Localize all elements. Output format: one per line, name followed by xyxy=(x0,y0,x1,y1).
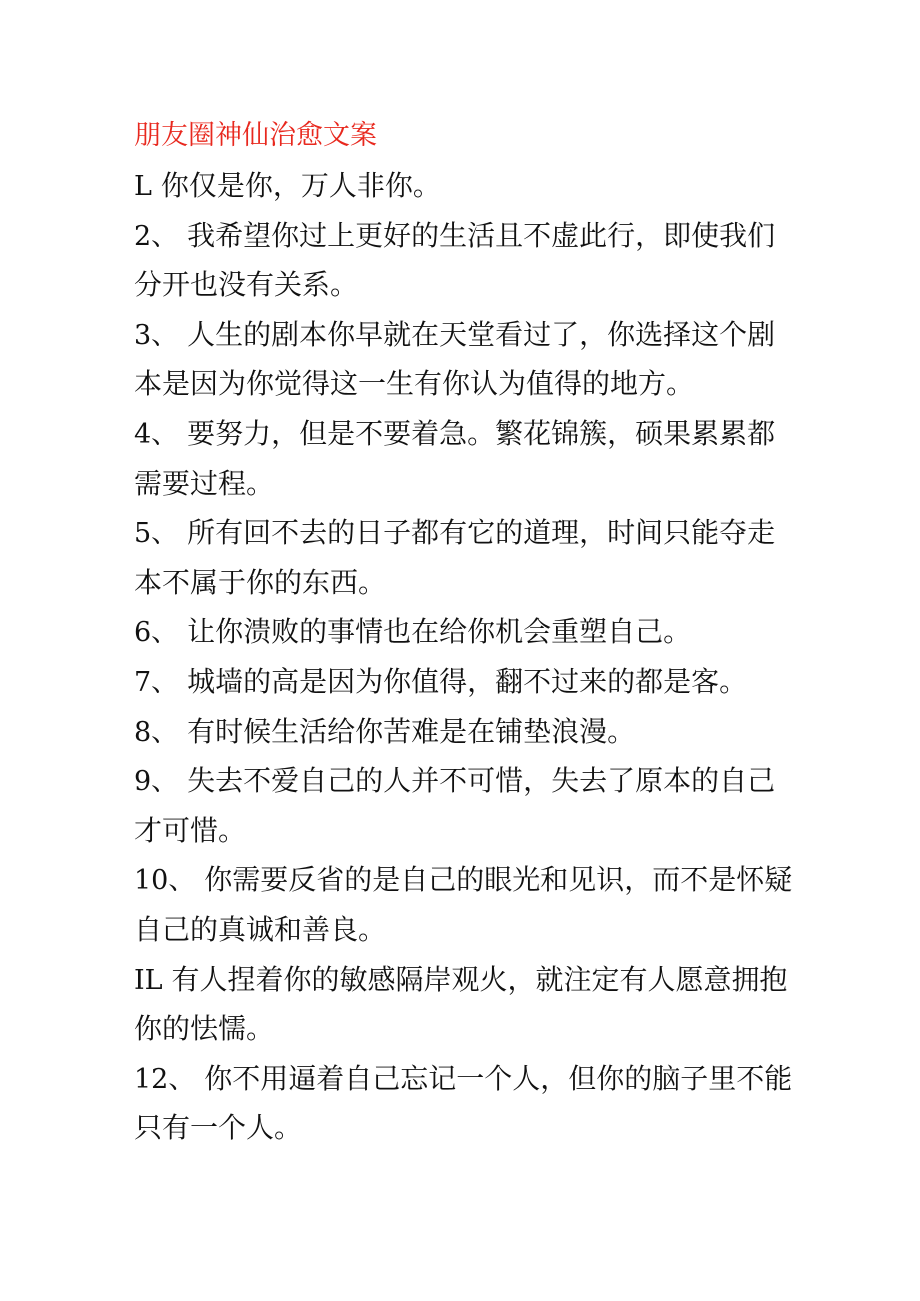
item-number: L xyxy=(134,171,152,202)
caption-item xyxy=(134,662,747,703)
item-number: 10、 xyxy=(134,865,196,897)
caption-item xyxy=(134,513,775,554)
item-text: 让你溃败的事情也在给你机会重塑自己。 xyxy=(187,615,692,649)
item-text: 需要过程。 xyxy=(134,466,275,500)
item-text: 所有回不去的日子都有它的道理，时间只能夺走 xyxy=(187,516,776,550)
item-text: 你的怯懦。 xyxy=(134,1012,275,1046)
item-number: 7、 xyxy=(134,667,179,698)
item-text: 只有一个人。 xyxy=(134,1111,303,1145)
item-number: 8、 xyxy=(134,716,179,748)
item-text: 人生的剧本你早就在天堂看过了，你选择这个剧 xyxy=(187,317,776,351)
item-number: IL xyxy=(134,964,163,996)
caption-item xyxy=(134,960,788,1001)
item-text: 城墙的高是因为你值得，翻不过来的都是客。 xyxy=(187,665,748,698)
item-number: 5、 xyxy=(134,518,179,550)
caption-item xyxy=(134,166,441,207)
item-number: 9、 xyxy=(134,766,179,798)
caption-item-continuation xyxy=(134,811,246,851)
item-number: 2、 xyxy=(134,220,179,252)
item-number: 6、 xyxy=(134,617,179,649)
item-number: 12、 xyxy=(134,1063,196,1095)
item-text: 要努力，但是不要着急。繁花锦簇，硕果累累都 xyxy=(187,417,776,450)
caption-item-continuation xyxy=(134,563,386,603)
caption-item xyxy=(134,612,691,653)
item-number: 3、 xyxy=(134,319,179,351)
item-text: 有时候生活给你苦难是在铺垫浪漫。 xyxy=(187,714,636,748)
item-text: 我希望你过上更好的生活且不虚此行，即使我们 xyxy=(187,218,776,252)
caption-item xyxy=(134,761,775,802)
item-text: 失去不爱自己的人并不可惜，失去了原本的自己 xyxy=(187,764,776,798)
caption-item xyxy=(134,1059,792,1100)
item-text: 才可惜。 xyxy=(134,813,247,847)
item-text: 你不用逼着自己忘记一个人，但你的脑子里不能 xyxy=(204,1061,793,1095)
item-number: 4、 xyxy=(134,419,179,450)
caption-item xyxy=(134,860,792,901)
item-text: 你需要反省的是自己的眼光和见识，而不是怀疑 xyxy=(204,863,793,897)
caption-item-continuation xyxy=(134,265,358,305)
item-text: 本是因为你觉得这一生有你认为值得的地方。 xyxy=(134,367,695,401)
item-text: 自己的真诚和善良。 xyxy=(134,913,387,946)
caption-item-continuation xyxy=(134,364,694,404)
caption-item xyxy=(134,712,635,753)
item-text: 有人捏着你的敏感隔岸观火，就注定有人愿意拥抱 xyxy=(171,962,788,996)
caption-item-continuation xyxy=(134,1009,274,1049)
item-text: 你仅是你，万人非你。 xyxy=(160,169,441,202)
caption-item-continuation xyxy=(134,910,386,950)
item-text: 分开也没有关系。 xyxy=(134,268,359,302)
item-text: 本不属于你的东西。 xyxy=(134,565,387,599)
caption-item-continuation xyxy=(134,464,274,504)
caption-item-continuation xyxy=(134,1108,302,1148)
caption-item xyxy=(134,216,775,257)
caption-item xyxy=(134,315,775,356)
caption-item xyxy=(134,414,775,455)
page-title: 朋友圈神仙治愈文案 xyxy=(134,120,377,151)
